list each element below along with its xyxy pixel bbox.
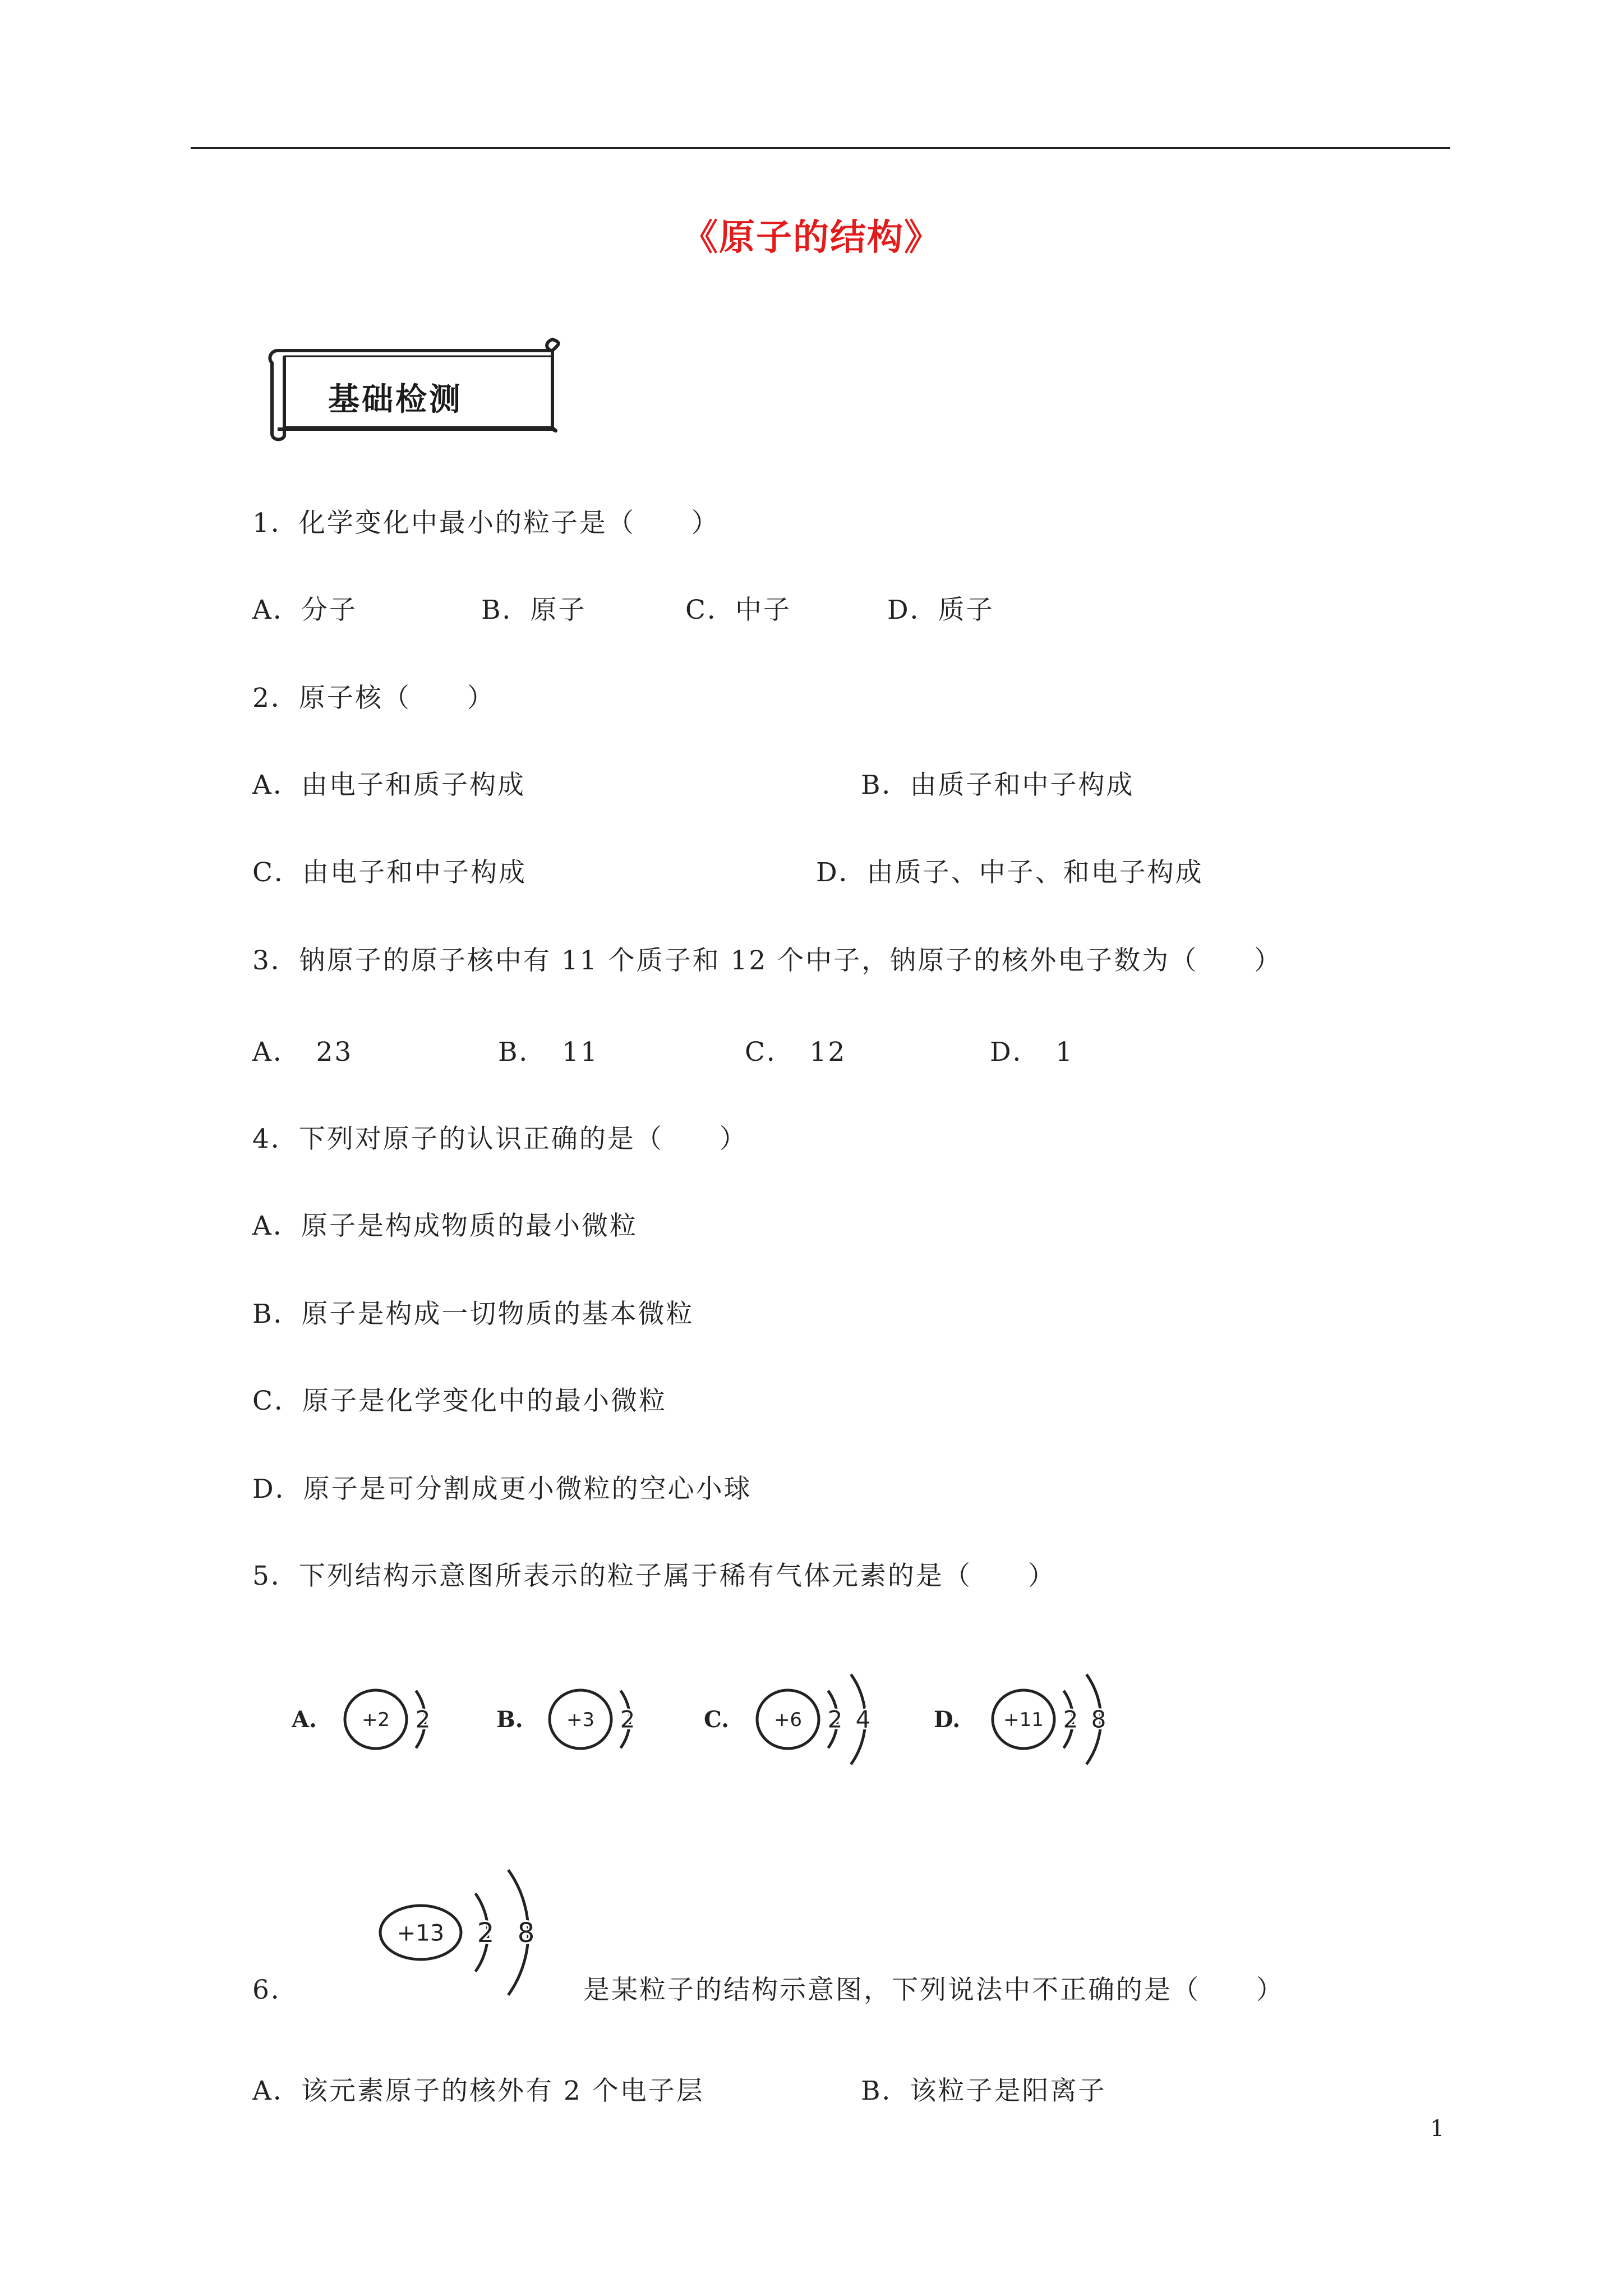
q5-a-shell-electrons-1: 2 xyxy=(415,1705,431,1733)
section-badge-label: 基础检测 xyxy=(328,381,463,418)
q5-c-shell-electrons-2: 4 xyxy=(855,1705,871,1733)
q5-b-shell-electrons-1: 2 xyxy=(620,1705,635,1733)
q2-option-a: A．由电子和质子构成 xyxy=(252,770,525,800)
q6-atom-svg xyxy=(376,1862,578,2003)
question-1-stem: 1．化学变化中最小的粒子是（ ） xyxy=(252,508,720,539)
q3-option-a: A． 23 xyxy=(252,1037,353,1068)
question-3-stem: 3．钠原子的原子核中有 11 个质子和 12 个中子，钠原子的核外电子数为（ ） xyxy=(252,945,1283,976)
q6-shell-electrons-2: 8 xyxy=(517,1917,535,1949)
q1-option-a: A．分子 xyxy=(252,595,357,625)
q5-c-shell-electrons-1: 2 xyxy=(827,1705,843,1733)
q1-option-d: D．质子 xyxy=(887,595,994,625)
q5-c-atom-svg xyxy=(704,1672,906,1767)
q1-option-c: C．中子 xyxy=(685,595,791,625)
q5-c-label: C. xyxy=(704,1706,730,1733)
question-5-stem: 5．下列结构示意图所表示的粒子属于稀有气体元素的是（ ） xyxy=(252,1561,1056,1591)
q2-option-c: C．由电子和中子构成 xyxy=(252,857,527,888)
q3-option-c: C． 12 xyxy=(745,1037,847,1068)
question-6-number: 6． xyxy=(252,1975,299,2005)
q5-d-label: D. xyxy=(934,1706,961,1733)
q5-c-atom-diagram xyxy=(704,1672,906,1769)
question-6-stem: 是某粒子的结构示意图，下列说法中不正确的是（ ） xyxy=(583,1975,1284,2005)
question-2-stem: 2．原子核（ ） xyxy=(252,683,495,714)
q3-option-b: B． 11 xyxy=(498,1037,599,1068)
q1-option-b: B．原子 xyxy=(481,595,587,625)
q5-a-atom-svg xyxy=(292,1672,494,1767)
q5-d-shell-electrons-1: 2 xyxy=(1063,1705,1078,1733)
q5-b-nucleus-charge: +3 xyxy=(566,1709,595,1732)
q2-option-b: B．由质子和中子构成 xyxy=(861,770,1135,800)
q3-option-d: D． 1 xyxy=(990,1037,1075,1068)
question-4-stem: 4．下列对原子的认识正确的是（ ） xyxy=(252,1124,748,1154)
header-rule xyxy=(191,147,1450,149)
q6-atom-diagram xyxy=(376,1862,578,2005)
q6-option-a: A．该元素原子的核外有 2 个电子层 xyxy=(252,2076,704,2106)
q6-shell-electrons-1: 2 xyxy=(477,1917,495,1949)
q5-b-label: B. xyxy=(496,1706,523,1733)
q5-d-nucleus-charge: +11 xyxy=(1003,1709,1044,1732)
q5-a-atom-diagram xyxy=(292,1672,494,1769)
q5-b-atom-diagram xyxy=(496,1672,698,1769)
section-badge xyxy=(255,334,569,446)
q5-d-atom-svg xyxy=(934,1672,1136,1767)
q2-option-d: D．由质子、中子、和电子构成 xyxy=(816,857,1204,888)
q4-option-c: C．原子是化学变化中的最小微粒 xyxy=(252,1386,667,1416)
q5-a-label: A. xyxy=(292,1706,317,1733)
q4-option-b: B．原子是构成一切物质的基本微粒 xyxy=(252,1299,694,1329)
page-number: 1 xyxy=(1430,2116,1445,2142)
q4-option-d: D．原子是可分割成更小微粒的空心小球 xyxy=(252,1474,752,1504)
q5-d-atom-diagram xyxy=(934,1672,1136,1769)
q5-d-shell-electrons-2: 8 xyxy=(1091,1705,1106,1733)
q5-c-nucleus-charge: +6 xyxy=(773,1709,803,1732)
q5-b-atom-svg xyxy=(496,1672,698,1767)
page-title: 《原子的结构》 xyxy=(682,217,941,259)
q6-nucleus-charge: +13 xyxy=(396,1920,445,1947)
q6-option-b: B．该粒子是阳离子 xyxy=(861,2076,1106,2106)
q4-option-a: A．原子是构成物质的最小微粒 xyxy=(252,1211,638,1241)
q5-a-nucleus-charge: +2 xyxy=(361,1709,390,1732)
